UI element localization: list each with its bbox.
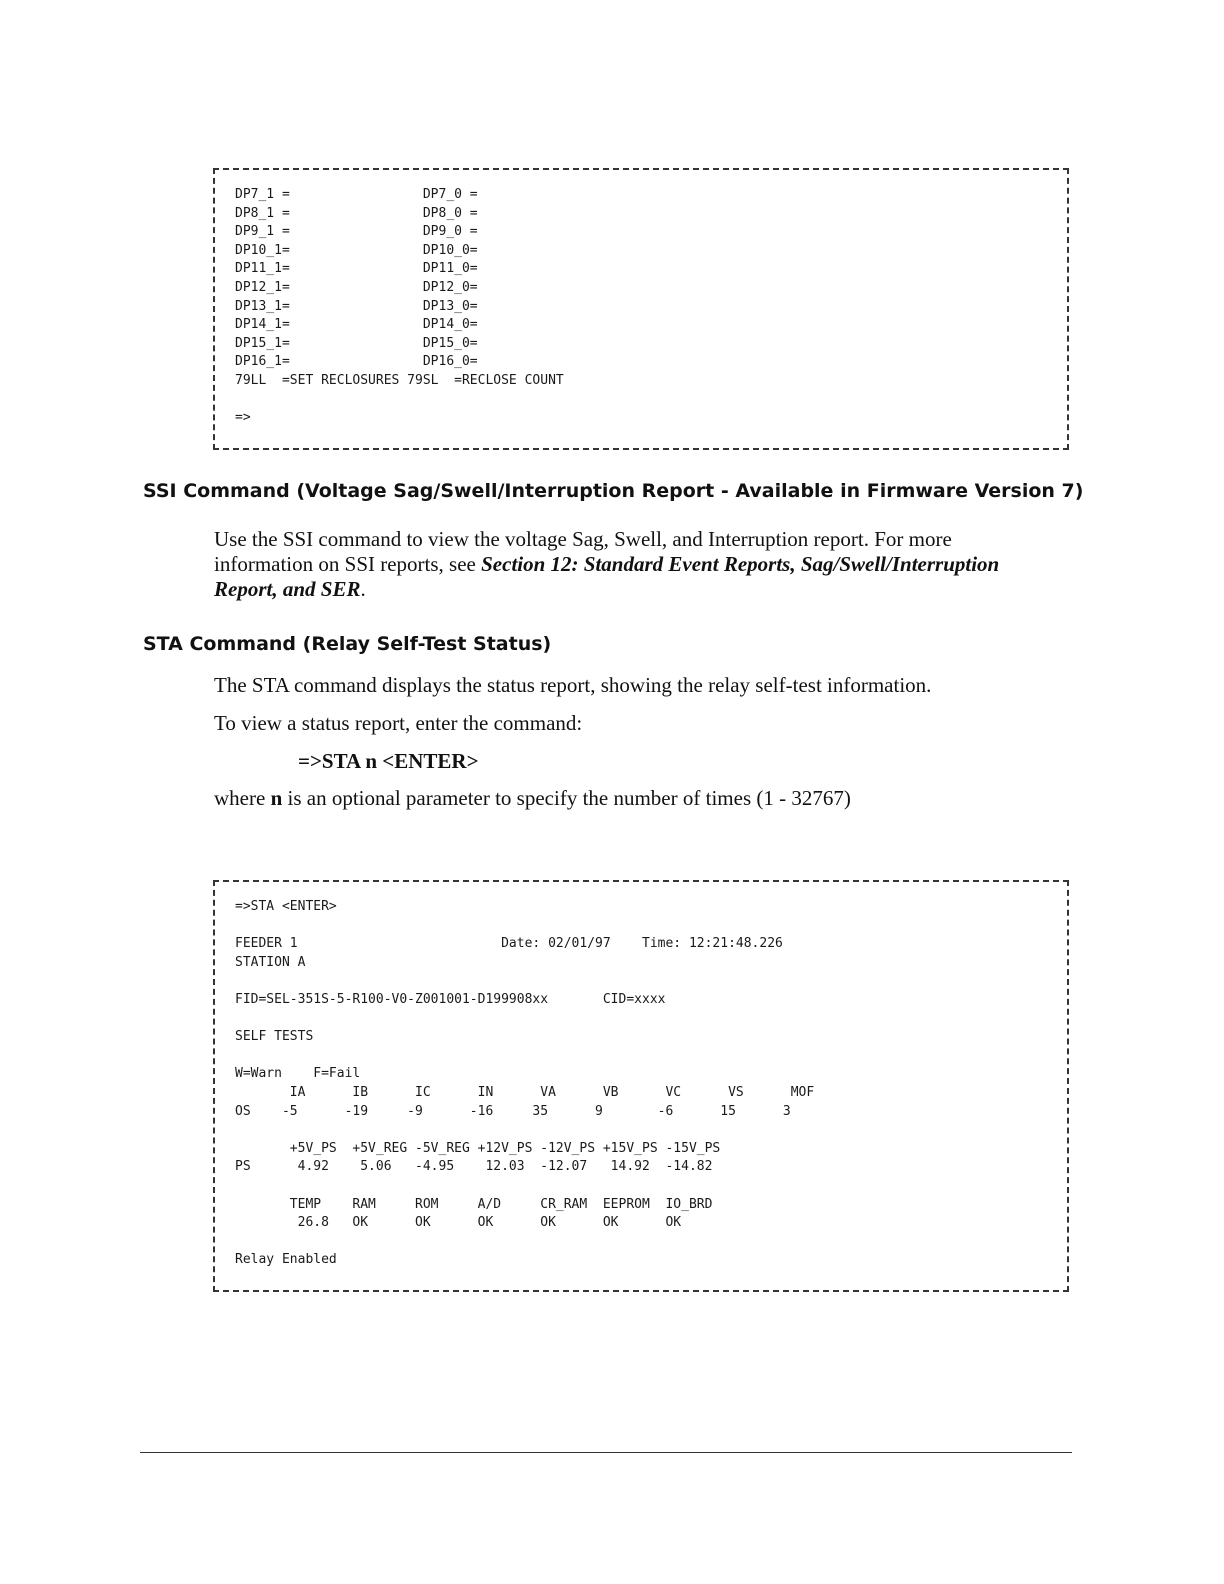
ssi-command-heading: SSI Command (Voltage Sag/Swell/Interruption Report - Available in Firmware Version 7) (143, 480, 1084, 502)
sta-parameter-note (214, 786, 1054, 811)
sta-instruction: To view a status report, enter the command: (214, 711, 583, 735)
section-12-reference: Section 12: Standard Event Reports, Sag/Swell/Interruption Report, and SER (214, 552, 1000, 601)
terminal-status-text: =>STA <ENTER> FEEDER 1 Date: 02/01/97 Time: 12:21:48.226 STATION A FID=SEL-351S-5-R100-V0-Z001001-D199908xx CID=xxxx SELF TESTS W=Warn F=Fail IA IB IC IN VA VB VC VS MOF OS -5 -19 -9 -16 35 9 -6 15 3 +5V_PS +5V_REG -5V_REG +12V_PS -12V_PS +15V_PS -15V_PS PS 4.92 5.06 -4.95 12.03 -12.07 14.92 -14.82 TEMP RAM ROM A/D CR_RAM EEPROM IO_BRD 26.8 OK OK OK OK OK OK Relay Enabled (235, 899, 815, 1268)
footer-rule (140, 1452, 1072, 1453)
sta-command-example: =>STA n <ENTER> (298, 749, 479, 773)
parameter-n: n (270, 786, 283, 810)
where-text-end: is an optional parameter to specify the number of times (1 - 32767) (282, 786, 851, 810)
terminal-output-top (213, 168, 1069, 450)
where-text: where (214, 786, 271, 810)
terminal-top-text: DP7_1 = DP7_0 = DP8_1 = DP8_0 = DP9_1 = DP9_0 = DP10_1= DP10_0= DP11_1= DP11_0= DP12_1= DP12_0= DP13_1= DP13_0= DP14_1= DP14_0= DP15_1= DP15_0= DP16_1= DP16_0= 79LL =SET RECLOSURES 79SL =RECLOSE COUNT => (235, 187, 564, 426)
sta-description: The STA command displays the status report, showing the relay self-test information. (214, 673, 932, 697)
ssi-description-text: Use the SSI command to view the voltage Sag, Swell, and Interruption report. For more information on SSI reports, see (214, 527, 952, 576)
terminal-output-status-report (213, 880, 1069, 1292)
sta-command-heading: STA Command (Relay Self-Test Status) (143, 633, 552, 655)
ssi-description-end: . (360, 577, 366, 601)
ssi-description (214, 527, 1054, 602)
